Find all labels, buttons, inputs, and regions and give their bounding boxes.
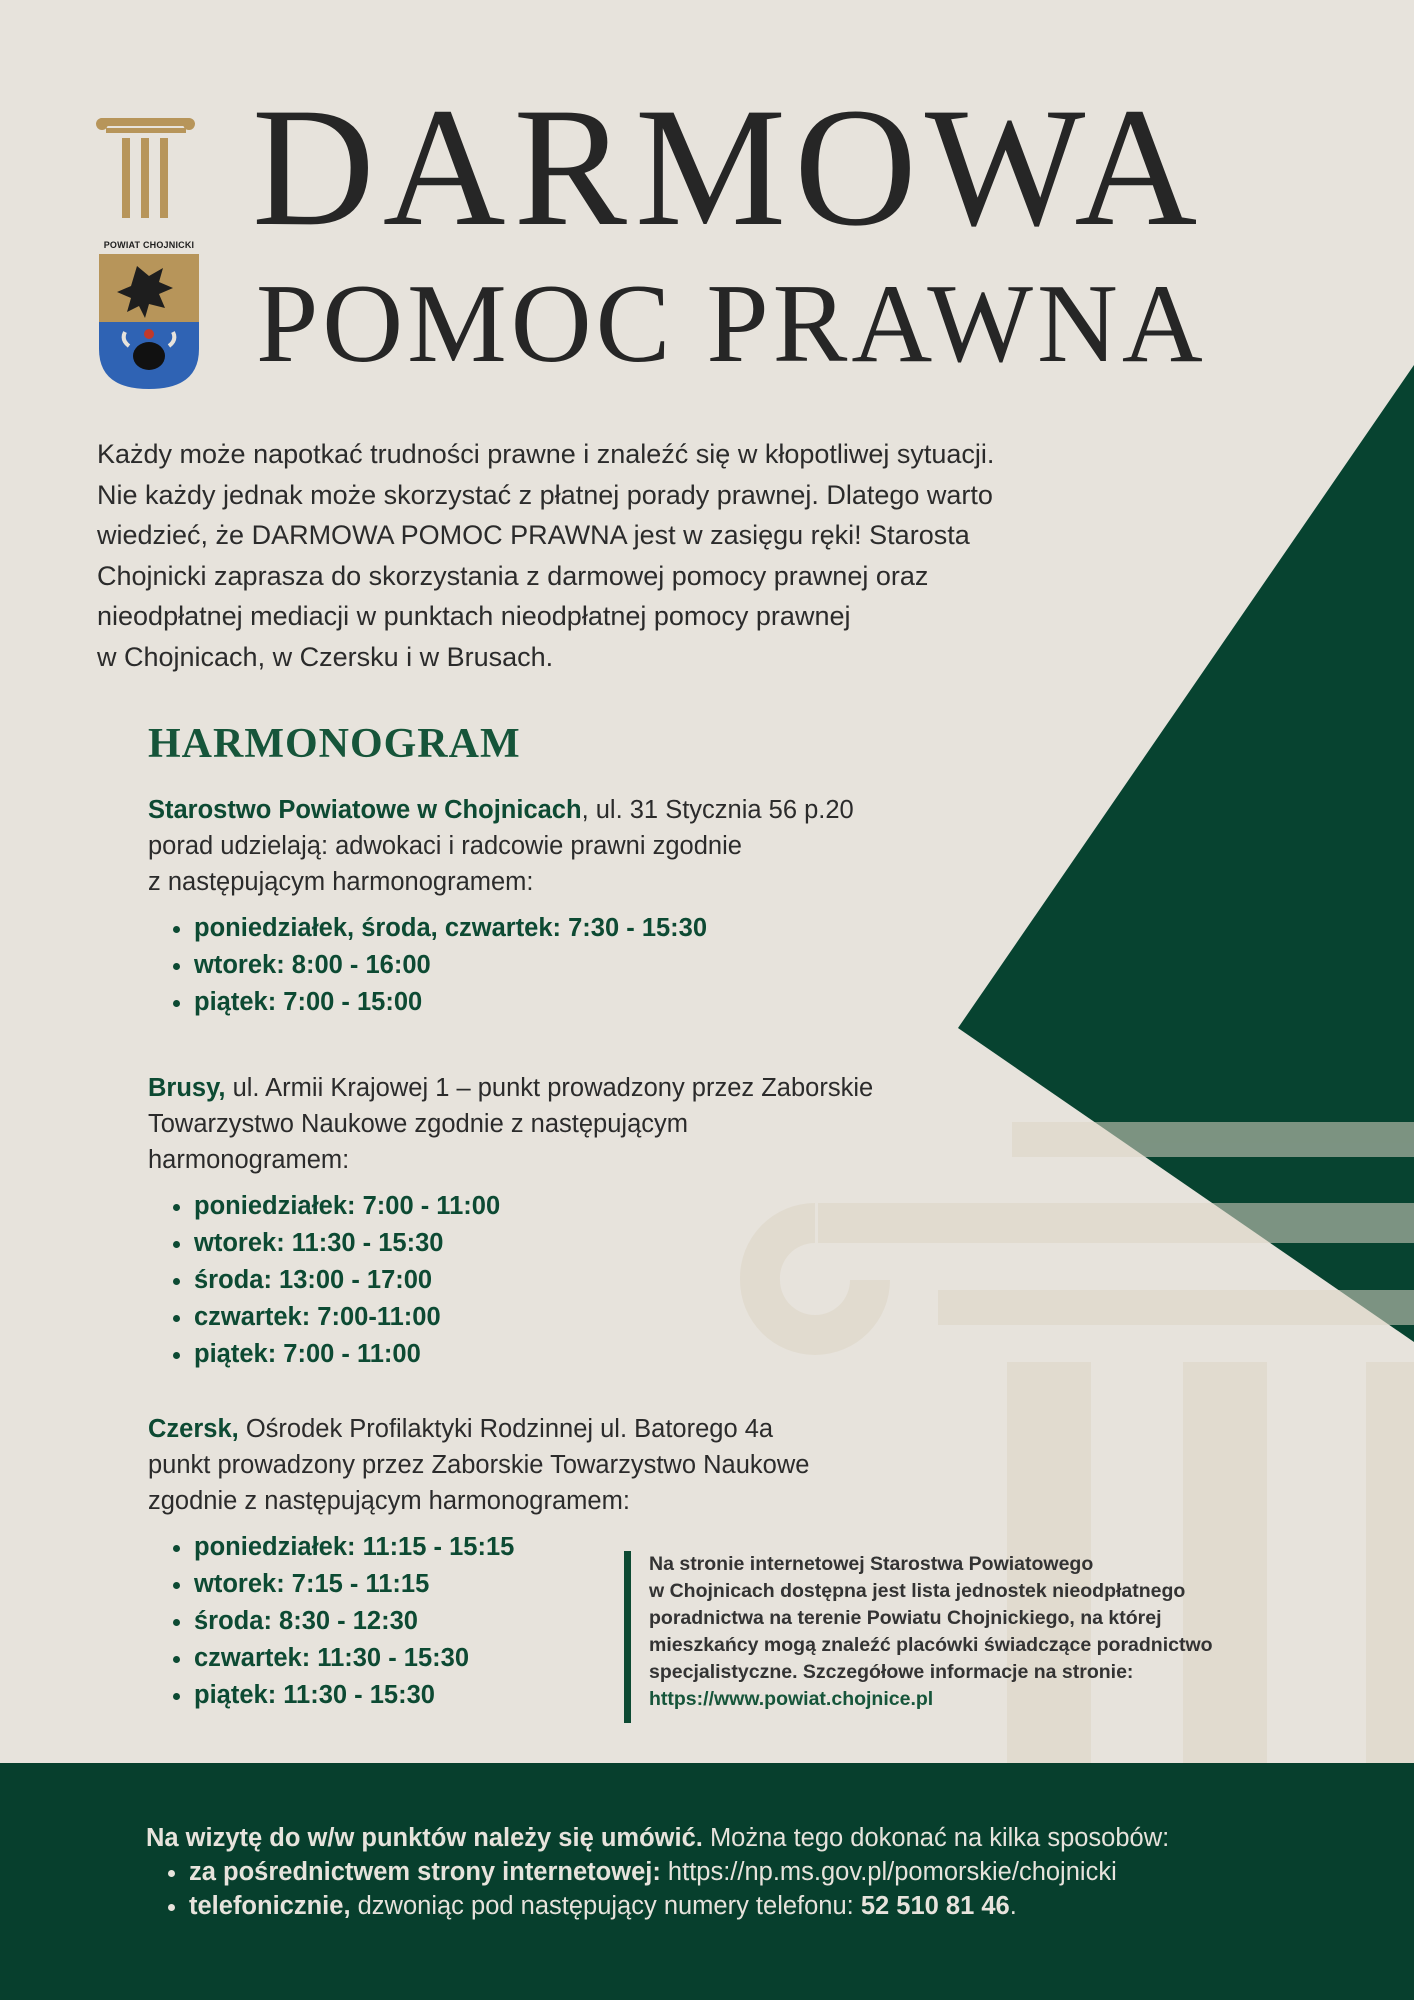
page-title-line2: POMOC PRAWNA <box>256 262 1207 386</box>
location-name: Starostwo Powiatowe w Chojnicach <box>148 796 582 824</box>
appointment-note-rest: Można tego dokonać na kilka sposobów: <box>702 1824 1170 1852</box>
hours-item: • wtorek: 7:15 - 11:15 <box>194 1566 1048 1603</box>
hours-item: • środa: 8:30 - 12:30 <box>194 1603 1048 1640</box>
column-logo-icon <box>96 110 196 225</box>
hours-item: • piątek: 7:00 - 15:00 <box>194 984 1048 1021</box>
intro-line: w Chojnicach, w Czersku i w Brusach. <box>97 641 554 672</box>
location-chojnice <box>148 792 1048 1021</box>
hours-item: • poniedziałek: 7:00 - 11:00 <box>194 1188 1048 1225</box>
powiat-website-link[interactable]: https://www.powiat.chojnice.pl <box>649 1688 934 1710</box>
location-description: punkt prowadzony przez Zaborskie Towarzystwo Naukowe <box>148 1451 810 1479</box>
location-description: porad udzielają: adwokaci i radcowie prawni zgodnie <box>148 832 742 860</box>
location-description: harmonogramem: <box>148 1146 350 1174</box>
intro-line: Nie każdy jednak może skorzystać z płatnej porady prawnej. Dlatego warto <box>97 479 993 510</box>
location-description: z następującym harmonogramem: <box>148 868 534 896</box>
info-line: mieszkańcy mogą znaleźć placówki świadczące poradnictwo <box>649 1634 1213 1656</box>
hours-item: • piątek: 7:00 - 11:00 <box>194 1336 1048 1373</box>
phone-number[interactable]: 52 510 81 46 <box>860 1892 1010 1920</box>
hours-list <box>148 1188 1048 1373</box>
info-line: Na stronie internetowej Starostwa Powiatowego <box>649 1553 1094 1575</box>
intro-paragraph <box>97 434 1257 677</box>
contact-phone-label: telefonicznie, <box>189 1892 351 1920</box>
footer-banner <box>0 1763 1414 2000</box>
contact-phone <box>189 1889 1169 1923</box>
page-title-line1: DARMOWA <box>252 73 1206 261</box>
contact-phone-end: . <box>1009 1892 1017 1920</box>
contact-online-label: za pośrednictwem strony internetowej: <box>189 1858 661 1886</box>
hours-item: • środa: 13:00 - 17:00 <box>194 1262 1048 1299</box>
location-name: Brusy, <box>148 1074 226 1102</box>
location-address <box>148 792 1048 828</box>
hours-item: • wtorek: 11:30 - 15:30 <box>194 1225 1048 1262</box>
hours-item: • piątek: 11:30 - 15:30 <box>194 1677 1048 1714</box>
location-description: zgodnie z następującym harmonogramem: <box>148 1487 630 1515</box>
coat-label: POWIAT CHOJNICKI <box>103 240 195 250</box>
location-address <box>148 1411 1048 1447</box>
location-address-rest: ul. Armii Krajowej 1 – punkt prowadzony przez Zaborskie <box>225 1074 874 1102</box>
hours-item: • czwartek: 7:00-11:00 <box>194 1299 1048 1336</box>
hours-item: • poniedziałek: 11:15 - 15:15 <box>194 1529 1048 1566</box>
hours-item: • wtorek: 8:00 - 16:00 <box>194 947 1048 984</box>
hours-item: • poniedziałek, środa, czwartek: 7:30 - 15:30 <box>194 910 1048 947</box>
contact-online-link[interactable]: https://np.ms.gov.pl/pomorskie/chojnicki <box>660 1858 1117 1886</box>
contact-phone-text: dzwoniąc pod następujący numery telefonu: <box>350 1892 861 1920</box>
hours-list <box>148 910 1048 1021</box>
contact-methods-list <box>146 1855 1169 1923</box>
schedule-heading: HARMONOGRAM <box>148 721 521 767</box>
location-address <box>148 1070 1048 1106</box>
info-line: specjalistyczne. Szczegółowe informacje na stronie: <box>649 1661 1134 1683</box>
powiat-coat-of-arms <box>96 240 202 390</box>
info-line: poradnictwa na terenie Powiatu Chojnickiego, na której <box>649 1607 1162 1629</box>
info-box <box>624 1551 1324 1723</box>
intro-line: Każdy może napotkać trudności prawne i znaleźć się w kłopotliwej sytuacji. <box>97 439 995 469</box>
intro-line: Chojnicki zaprasza do skorzystania z darmowej pomocy prawnej oraz <box>97 560 929 591</box>
location-brusy <box>148 1070 1048 1373</box>
location-address-rest: Ośrodek Profilaktyki Rodzinnej ul. Batorego 4a <box>238 1415 774 1443</box>
location-address-rest: , ul. 31 Stycznia 56 p.20 <box>581 796 854 824</box>
location-name: Czersk, <box>148 1415 239 1443</box>
footer-text <box>146 1821 1169 1923</box>
intro-line: wiedzieć, że DARMOWA POMOC PRAWNA jest w zasięgu ręki! Starosta <box>97 520 970 550</box>
intro-line: nieodpłatnej mediacji w punktach nieodpłatnej pomocy prawnej <box>97 601 851 631</box>
appointment-note-bold: Na wizytę do w/w punktów należy się umówić. <box>146 1824 703 1852</box>
contact-online <box>189 1855 1169 1889</box>
coat-of-arms-icon <box>99 254 199 389</box>
info-line: w Chojnicach dostępna jest lista jednostek nieodpłatnego <box>649 1580 1186 1602</box>
appointment-note <box>146 1821 1169 1855</box>
hours-item: • czwartek: 11:30 - 15:30 <box>194 1640 1048 1677</box>
location-description: Towarzystwo Naukowe zgodnie z następującym <box>148 1110 689 1138</box>
